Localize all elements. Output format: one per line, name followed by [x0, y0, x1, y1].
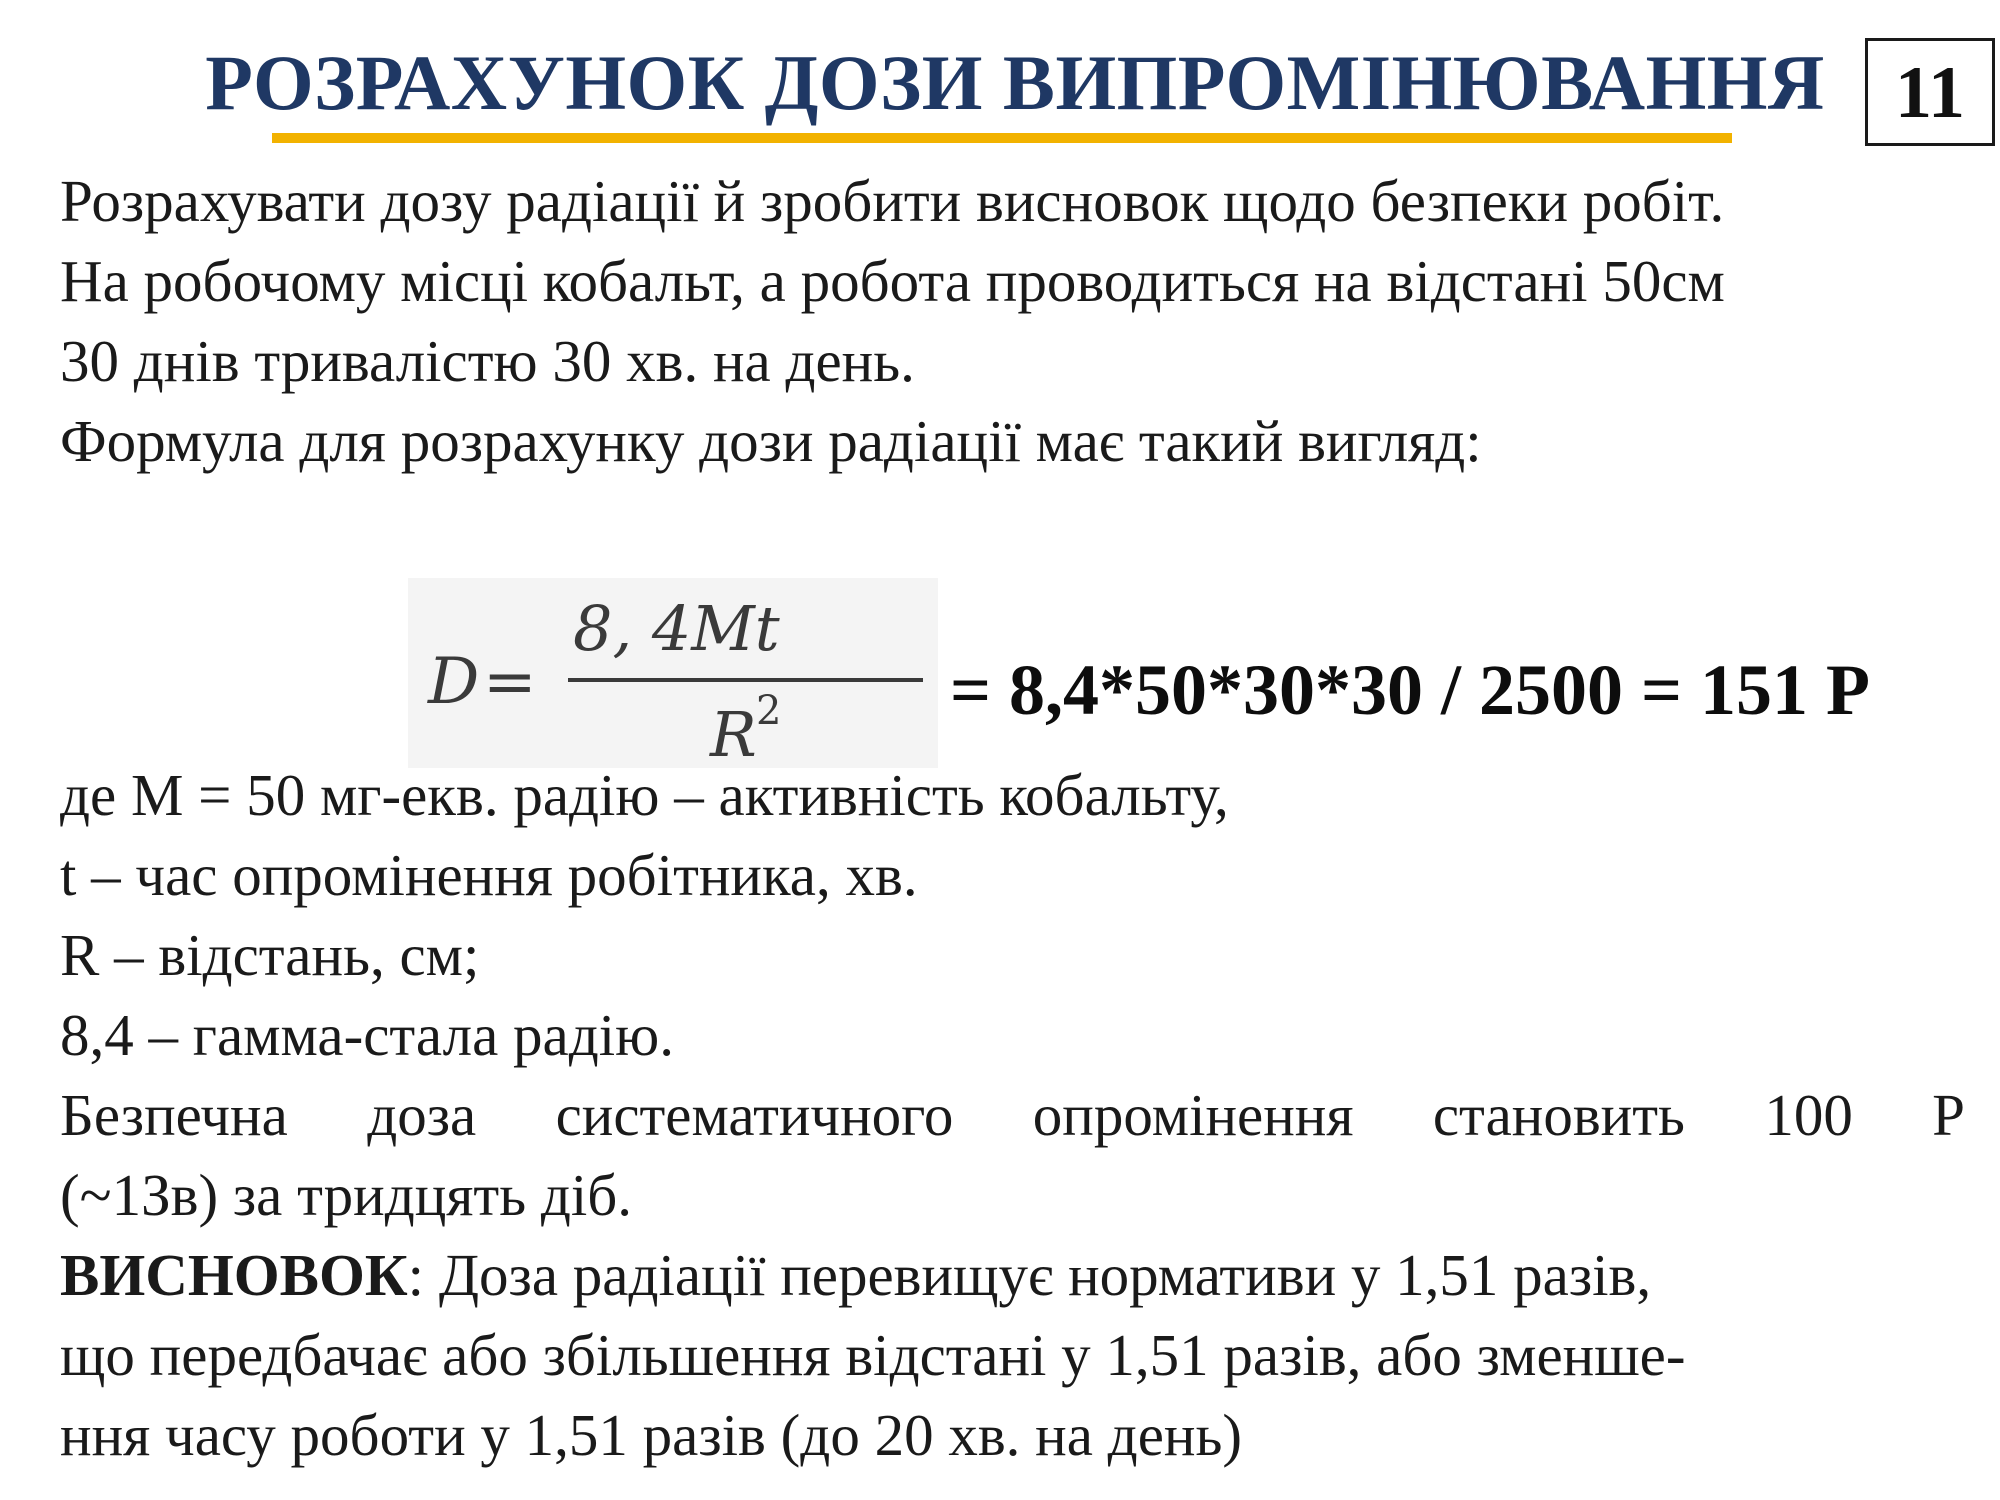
safe-dose-line-2: (~1Зв) за тридцять діб. — [60, 1162, 633, 1228]
safe-dose-line — [60, 1080, 1965, 1150]
conclusion-line: що передбачає або збільшення відстані у 1,51 разів, або зменше- — [60, 1322, 1686, 1388]
definition-line: R – відстань, см; — [60, 922, 480, 988]
task-line: Розрахувати дозу радіації й зробити висновок щодо безпеки робіт. — [60, 168, 1725, 234]
task-line: На робочому місці кобальт, а робота проводиться на відстані 50см — [60, 248, 1725, 314]
definition-line: де М = 50 мг-екв. радію – активність кобальту, — [60, 762, 1229, 828]
definition-line: t – час опромінення робітника, хв. — [60, 842, 918, 908]
task-line: Формула для розрахунку дози радіації має такий вигляд: — [60, 408, 1482, 474]
word: систематичного — [555, 1082, 954, 1148]
definition-line: 8,4 – гамма-стала радію. — [60, 1002, 674, 1068]
word: опромінення — [1032, 1082, 1354, 1148]
formula-numerator: 8, 4Mt — [573, 592, 780, 665]
formula-result: = 8,4*50*30*30 / 2500 = 151 Р — [950, 650, 1871, 730]
task-line: 30 днів тривалістю 30 хв. на день. — [60, 328, 915, 394]
fraction-bar — [568, 678, 923, 682]
formula-image — [408, 578, 938, 768]
formula-denominator: R — [710, 698, 757, 768]
formula-lhs: D — [428, 645, 480, 719]
conclusion-line — [60, 1240, 1960, 1310]
conclusion-line: ння часу роботи у 1,51 разів (до 20 хв. на день) — [60, 1402, 1243, 1468]
slide-title: РОЗРАХУНОК ДОЗИ ВИПРОМІНЮВАННЯ — [205, 39, 1825, 126]
conclusion-label: ВИСНОВОК — [60, 1242, 408, 1308]
word: становить — [1432, 1082, 1685, 1148]
word: Безпечна — [60, 1082, 288, 1148]
word: доза — [367, 1082, 477, 1148]
title-underline — [272, 133, 1732, 143]
word: 100 — [1764, 1082, 1853, 1148]
slide-number: 11 — [1865, 38, 1995, 146]
word: Р — [1932, 1082, 1965, 1148]
formula-exponent: 2 — [756, 688, 782, 734]
conclusion-text: : Доза радіації перевищує нормативи у 1,51 разів, — [407, 1242, 1652, 1308]
formula-equals: = — [483, 645, 537, 719]
